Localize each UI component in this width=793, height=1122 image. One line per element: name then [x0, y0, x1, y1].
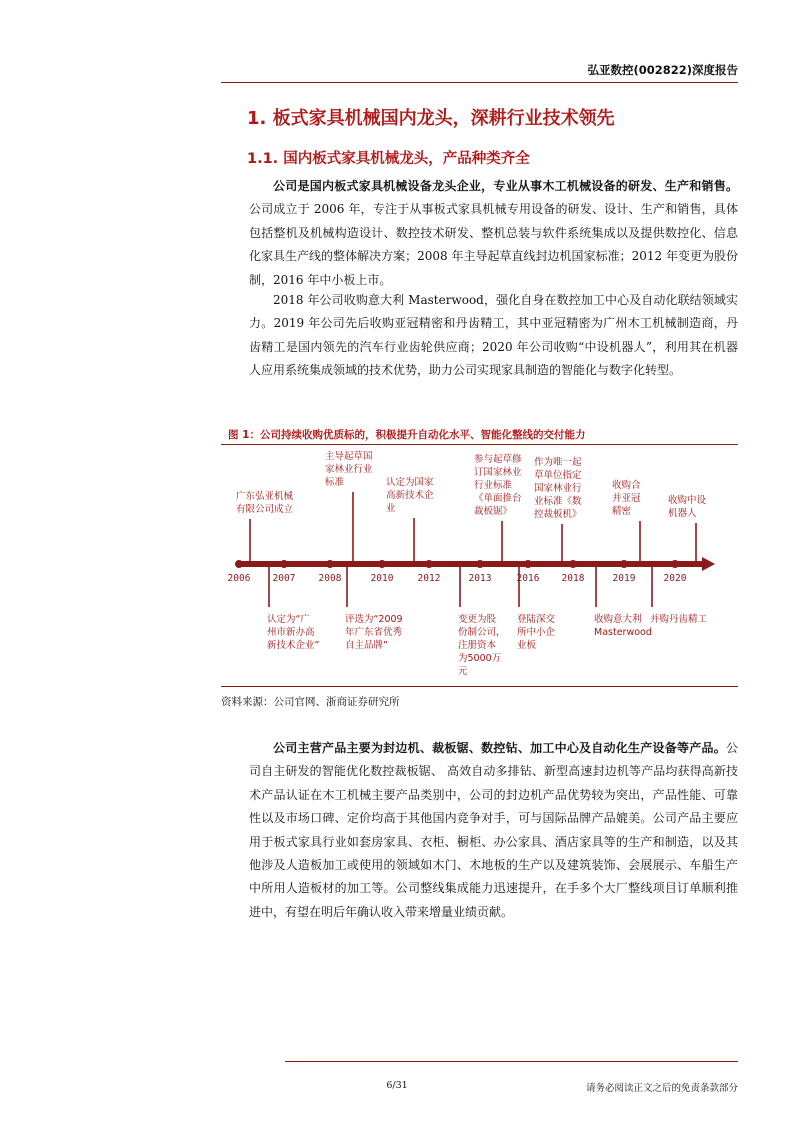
paragraph-main-products [249, 737, 738, 924]
timeline-event-line: 国家林业行 [534, 483, 582, 494]
timeline-event-line: 家林业行业 [325, 464, 373, 475]
timeline-event-above [325, 450, 373, 489]
timeline-event-line: 订国家林业 [474, 467, 522, 478]
timeline-event-line: 并亚冠 [612, 493, 641, 504]
footer-disclaimer: 请务必阅读正文之后的免责条款部分 [585, 1083, 738, 1094]
timeline-event-line: 草单位指定 [534, 470, 582, 481]
timeline-event-line: 控裁板机》 [534, 509, 582, 520]
timeline-year-label: 2013 [468, 573, 492, 584]
timeline-event-line: 登陆深交 [517, 614, 556, 625]
timeline-dot-2012 [425, 560, 433, 568]
timeline-event-line: 《单面推台 [474, 493, 522, 504]
paragraph-acquisitions [249, 289, 738, 383]
timeline-event-line: 参与起草修 [474, 454, 522, 465]
timeline-dot-2010 [378, 560, 386, 568]
timeline-event-line: 并购丹齿精工 [650, 614, 708, 625]
section-heading: 1. 板式家具机械国内龙头，深耕行业技术领先 [247, 108, 615, 129]
timeline-event-line: 业 [386, 503, 396, 514]
timeline-dot-2020 [671, 560, 679, 568]
timeline-event-line: 所中小企 [517, 627, 556, 638]
para3-body: 公司自主研发的智能优化数控裁板锯、 高效自动多排钻、新型高速封边机等产品均获得高新技术产品认证在木工机械主要产品类别中，公司的封边机产品优势较为突出，产品性能、可靠性以及市场口碑、定价均高于其他国内竞争对手，可与国际品牌产品媲美。公司产品主要应用于板式家具行业如套房家具、衣柜、橱柜、办公家具、酒店家具等的生产和制造，以及其他涉及人造板加工或使用的领域如木门、木地板的生产以及建筑装饰、会展展示、车船生产中所用人造板材的加工等。公司整线集成能力迅速提升，在手多个大厂整线项目订单顺利推进中，有望在明后年确认收入带来增量业绩贡献。 [249, 741, 738, 919]
timeline-event-below [650, 613, 707, 626]
timeline-event-above [612, 479, 641, 518]
timeline-event-below [594, 613, 652, 639]
report-header-title: 弘亚数控(002822)深度报告 [587, 63, 738, 77]
para1-lead: 公司是国内板式家具机械设备龙头企业，专业从事木工机械设备的研发、生产和销售。 [273, 179, 738, 193]
timeline-event-above [236, 490, 293, 516]
timeline-event-line: 评选为“2009 [345, 614, 403, 625]
timeline-dot-2016 [524, 560, 532, 568]
timeline-event-line: 变更为股 [458, 614, 497, 625]
timeline-event-line: 新技术企业” [267, 640, 320, 651]
timeline-year-label: 2016 [516, 573, 540, 584]
timeline-event-line: 精密 [612, 506, 632, 517]
timeline-dot-2007 [280, 560, 288, 568]
timeline-event-below [517, 613, 555, 652]
figure-bottom-rule [221, 686, 738, 687]
timeline-year-label: 2018 [561, 573, 585, 584]
timeline-event-line: 份制公司， [458, 627, 506, 638]
timeline-dot-2018 [569, 560, 577, 568]
timeline-event-above [386, 476, 434, 515]
timeline-event-line: 高新技术企 [386, 490, 434, 501]
figure-source: 资料来源：公司官网、浙商证券研究所 [221, 696, 400, 708]
timeline-arrowhead [702, 557, 715, 571]
timeline-dot-2008 [326, 560, 334, 568]
timeline-event-line: 元 [458, 666, 468, 677]
timeline-event-line: 认定为国家 [386, 477, 434, 488]
timeline-event-line: 主导起草国 [325, 451, 373, 462]
footer-rule [285, 1061, 738, 1062]
timeline-year-label: 2007 [272, 573, 296, 584]
para2-body: 2018 年公司收购意大利 Masterwood，强化自身在数控加工中心及自动化联结领域实力。2019 年公司先后收购亚冠精密和丹齿精工，其中亚冠精密为广州木工机械制造商，丹齿精工是国内领先的汽车行业齿轮供应商；2020 年公司收购“中设机器人”，利用其在机器人应用系统集成领域的技术优势，助力公司实现家具制造的智能化与数字化转型。 [249, 293, 738, 378]
timeline-event-below [267, 613, 319, 652]
timeline-event-line: 行业标准 [474, 480, 513, 491]
timeline-figure [221, 446, 738, 684]
timeline-event-line: Masterwood [594, 627, 652, 638]
timeline-event-line: 年广东省优秀 [345, 627, 403, 638]
timeline-event-line: 裁板锯》 [474, 506, 513, 517]
timeline-dot-2019 [620, 560, 628, 568]
timeline-year-label: 2020 [663, 573, 687, 584]
timeline-event-above [474, 453, 522, 518]
timeline-dot-2013 [476, 560, 484, 568]
timeline-year-label: 2019 [612, 573, 636, 584]
page-number: 6/31 [386, 1080, 408, 1091]
timeline-event-line: 注册资本 [458, 640, 497, 651]
timeline-event-line: 业板 [517, 640, 537, 651]
timeline-event-line: 认定为“广 [267, 614, 310, 625]
para3-lead: 公司主营产品主要为封边机、裁板锯、数控钻、加工中心及自动化生产设备等产品。 [273, 741, 726, 755]
timeline-year-label: 2006 [227, 573, 251, 584]
timeline-event-line: 作为唯一起 [534, 457, 582, 468]
timeline-event-line: 为5000万 [458, 653, 502, 664]
timeline-year-label: 2010 [370, 573, 394, 584]
timeline-event-line: 业标准《数 [534, 496, 582, 507]
timeline-event-above [534, 456, 582, 521]
timeline-event-line: 标准 [325, 477, 345, 488]
figure-title: 图 1：公司持续收购优质标的，积极提升自动化水平、智能化整线的交付能力 [228, 429, 586, 441]
figure-top-rule [221, 444, 738, 445]
timeline-event-above [668, 494, 706, 520]
timeline-event-line: 有限公司成立 [236, 504, 294, 515]
timeline-event-line: 广东弘亚机械 [236, 491, 294, 502]
timeline-event-line: 收购中设 [668, 495, 707, 506]
header-rule [221, 82, 738, 83]
timeline-event-line: 收购合 [612, 480, 641, 491]
timeline-year-label: 2008 [318, 573, 342, 584]
timeline-event-below [458, 613, 506, 678]
timeline-event-line: 收购意大利 [594, 614, 642, 625]
timeline-year-label: 2012 [417, 573, 441, 584]
paragraph-company-intro [249, 175, 738, 292]
subsection-heading: 1.1. 国内板式家具机械龙头，产品种类齐全 [247, 151, 530, 167]
timeline-event-below [345, 613, 403, 652]
timeline-event-line: 州市新办高 [267, 627, 315, 638]
timeline-event-line: 机器人 [668, 508, 697, 519]
para1-body: 公司成立于 2006 年，专注于从事板式家具机械专用设备的研发、设计、生产和销售，具体包括整机及机械构造设计、数控技术研发、整机总装与软件系统集成以及提供数控化、信息化家具生产线的整体解决方案；2008 年主导起草直线封边机国家标准；2012 年变更为股份制，2016 年中小板上市。 [249, 202, 738, 287]
timeline-dot-2006 [235, 560, 243, 568]
timeline-event-line: 自主品牌” [345, 640, 388, 651]
